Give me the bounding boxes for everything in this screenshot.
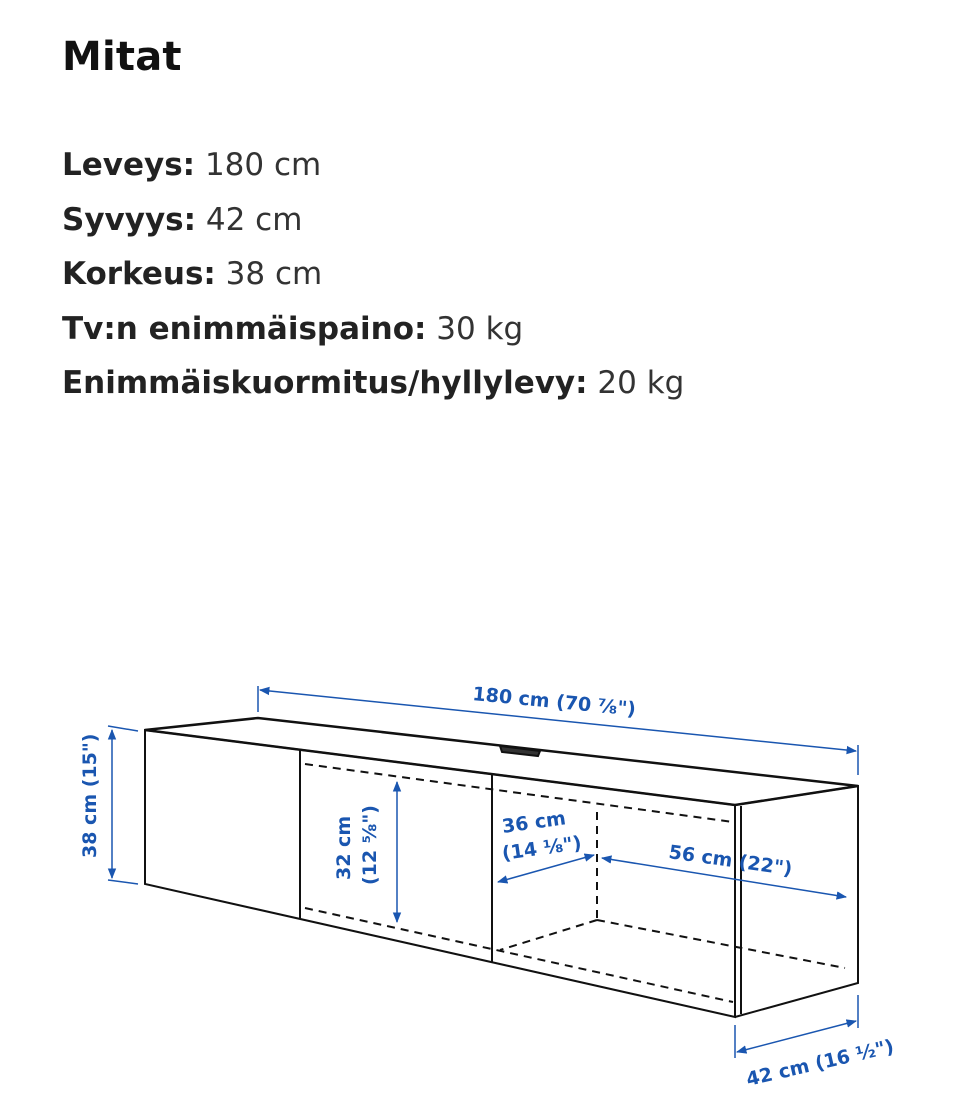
dim-inner-height-label: 32 cm bbox=[333, 815, 355, 880]
spec-value: 20 kg bbox=[597, 365, 685, 401]
spec-value: 38 cm bbox=[225, 256, 323, 292]
dim-inner-depth-in-label: (14 ⅛") bbox=[500, 832, 583, 865]
spec-label: Enimmäiskuormitus/hyllylevy: bbox=[62, 365, 588, 401]
dim-width-label: 180 cm (70 ⅞") bbox=[471, 683, 637, 721]
spec-value: 42 cm bbox=[205, 201, 303, 238]
dim-inner-height-in-label: (12 ⅝") bbox=[359, 805, 381, 885]
dim-depth-label: 42 cm (16 ½") bbox=[744, 1035, 896, 1091]
spec-label: Leveys: bbox=[62, 147, 196, 183]
dim-inner-width-label: 56 cm (22") bbox=[667, 841, 794, 881]
spec-value: 30 kg bbox=[436, 310, 524, 347]
page-title: Mitat bbox=[62, 34, 182, 80]
dim-height-label: 38 cm (15") bbox=[79, 733, 101, 858]
dim-inner-depth-label: 36 cm bbox=[500, 807, 568, 838]
spec-label: Tv:n enimmäispaino: bbox=[62, 310, 427, 347]
spec-value: 180 cm bbox=[204, 147, 322, 183]
spec-label: Syvyys: bbox=[62, 201, 197, 238]
spec-label: Korkeus: bbox=[62, 256, 216, 292]
